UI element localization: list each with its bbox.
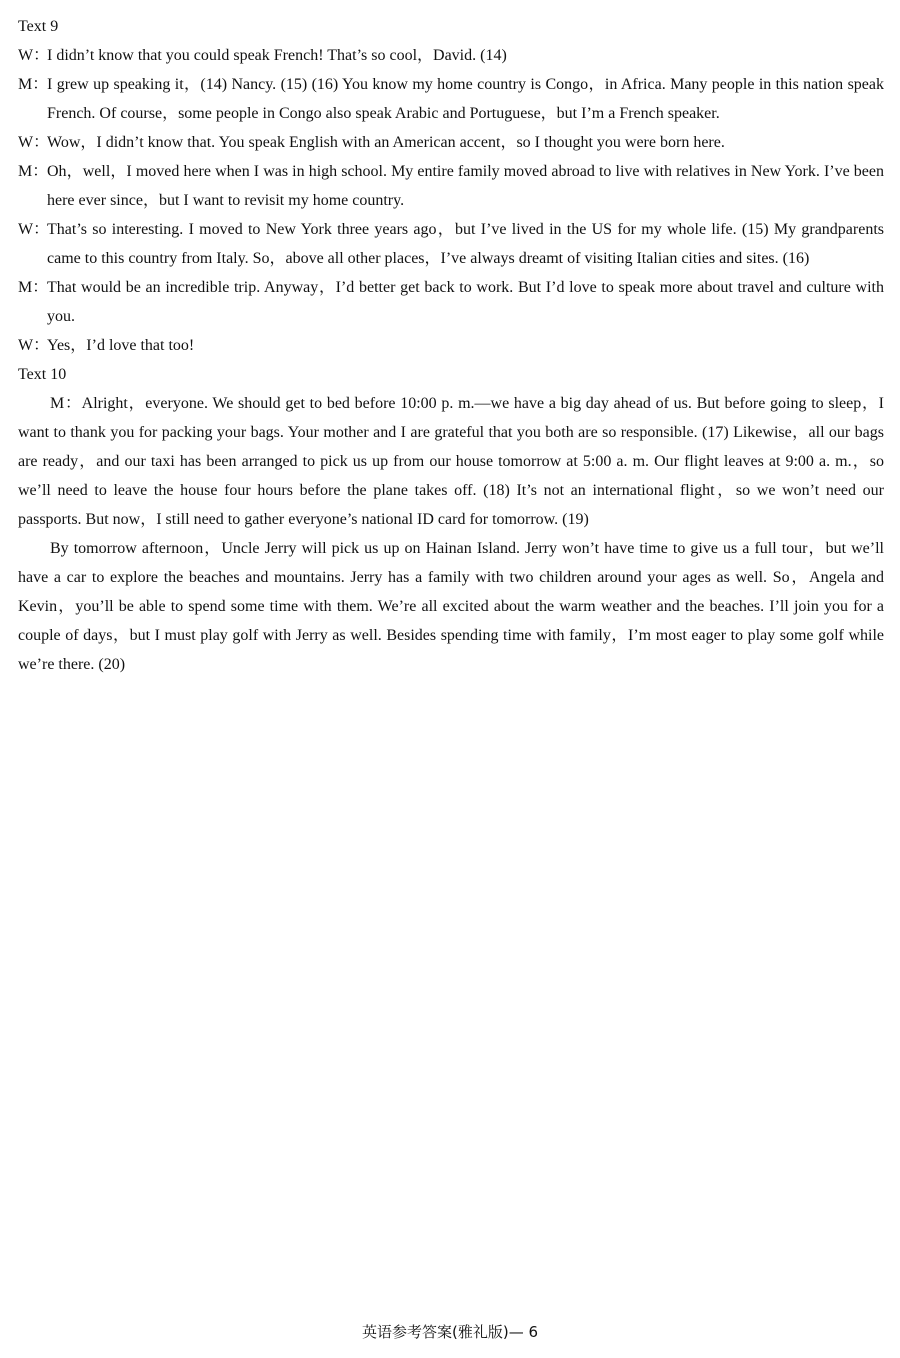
speaker-label: W： bbox=[18, 134, 50, 151]
speaker-label: W： bbox=[18, 337, 50, 354]
monologue-paragraph: By tomorrow afternoon，Uncle Jerry will pick us up on Hainan Island. Jerry won’t have time to give us a full tour，but we’ll have a car to explore the beaches and mountains. Jerry has a family with two children around your ages as well. So，Angela and Kevin，you’ll be able to spend some time with them. We’re all excited about the warm weather and the beaches. I’ll join you for a couple of days，but I must play golf with Jerry as well. Besides spending time with family，I’m most eager to play some golf while we’re there. (20) bbox=[18, 540, 885, 673]
dialog-line bbox=[18, 215, 884, 273]
dialog-line bbox=[18, 331, 884, 360]
monologue-paragraph: M：Alright，everyone. We should get to bed before 10:00 p. m.—we have a big day ahead of us. But before going to sleep，I want to thank you for packing your bags. Your mother and I are grateful that you both are so responsible. (17) Likewise，all our bags are ready，and our taxi has been arranged to pick us up from our house tomorrow at 5:00 a. m. Our flight leaves at 9:00 a. m.，so we’ll need to leave the house four hours before the plane takes off. (18) It’s not an international flight，so we won’t need our passports. But now，I still need to gather everyone’s national ID card for tomorrow. (19) bbox=[18, 395, 884, 528]
dialog-text: I didn’t know that you could speak French! That’s so cool，David. (14) bbox=[47, 47, 507, 64]
dialog-text: I grew up speaking it，(14) Nancy. (15) (16) You know my home country is Congo，in Africa. Many people in this nation speak French. Of course，some people in Congo also speak Arabic and Portuguese，but I’m a French speaker. bbox=[47, 76, 884, 122]
speaker-label: W： bbox=[18, 221, 50, 238]
dialog-text: Wow，I didn’t know that. You speak English with an American accent，so I thought you were born here. bbox=[47, 134, 725, 151]
dialog-line bbox=[18, 128, 884, 157]
dialog-text: That’s so interesting. I moved to New York three years ago，but I’ve lived in the US for my whole life. (15) My grandparents came to this country from Italy. So，above all other places，I’ve always dreamt of visiting Italian cities and sites. (16) bbox=[47, 221, 884, 267]
speaker-label: M： bbox=[18, 76, 49, 93]
dialog-text: Oh，well，I moved here when I was in high school. My entire family moved abroad to live with relatives in New York. I’ve been here ever since，but I want to revisit my home country. bbox=[47, 163, 884, 209]
text10-heading: Text 10 bbox=[18, 366, 67, 383]
speaker-label: M： bbox=[18, 163, 49, 180]
speaker-label: M： bbox=[18, 279, 49, 296]
dialog-line bbox=[18, 273, 884, 331]
dialog-line bbox=[18, 41, 884, 70]
dialog-line bbox=[18, 70, 884, 128]
dialog-text: Yes，I’d love that too! bbox=[47, 337, 195, 354]
dialog-line bbox=[18, 157, 884, 215]
dialog-text: That would be an incredible trip. Anyway，I’d better get back to work. But I’d love to speak more about travel and culture with you. bbox=[47, 279, 884, 325]
document-page bbox=[18, 12, 884, 679]
speaker-label: W： bbox=[18, 47, 50, 64]
page-footer: 英语参考答案(雅礼版)— 6 bbox=[361, 1323, 539, 1341]
text9-heading: Text 9 bbox=[18, 18, 59, 35]
